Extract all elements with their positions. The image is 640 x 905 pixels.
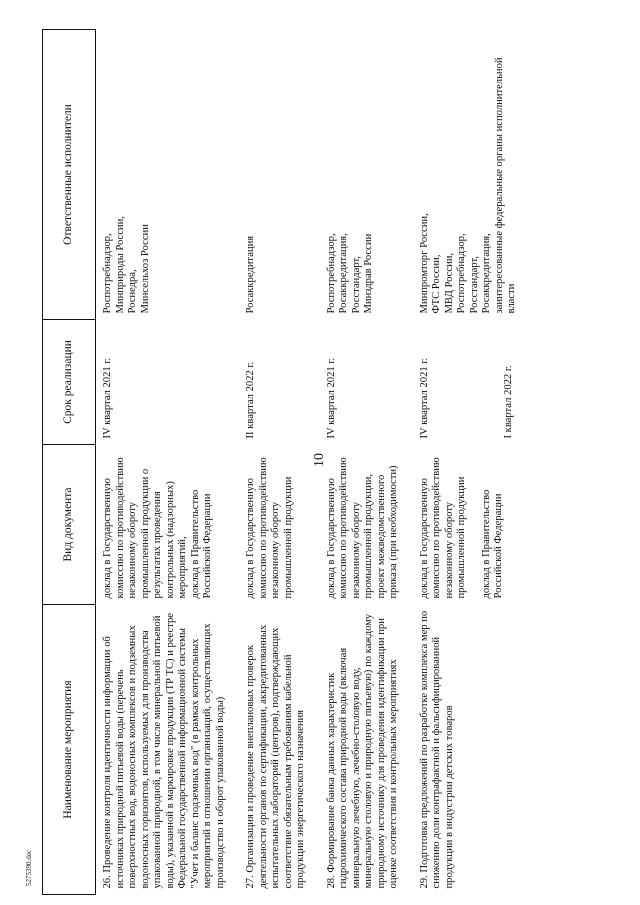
table-stage bbox=[42, 30, 607, 895]
row-deadline-2: I квартал 2022 г. bbox=[503, 365, 514, 439]
row-name: 26. Проведение контроля идентичности информации об источниках природной питьевой воды (перечень поверхностных вод, водоносных комплексов и подземных водоносных горизонтов, используемых для производства упакованной природной, в том числе минеральной питьевой воды), указанной в маркировке продукции (ТР ТС) и реестре Федеральной государственной информационной системы "Учет и баланс подземных вод" (в рамках контрольных мероприятий в отношении организаций, осуществляющих производство и оборот упакованной воды) bbox=[102, 613, 226, 889]
row-doc-type-1: доклад в Государственную комиссию по противодействию незаконному обороту промышленной продукции bbox=[418, 457, 467, 599]
row-doc-type: доклад в Государственную комиссию по противодействию незаконному обороту промышленной продукции о результатах проведения контрольных (надзорных) мероприятий, доклад в Правительство Российской Федерации bbox=[102, 457, 213, 599]
row-deadline bbox=[413, 320, 531, 445]
row-responsible: Роспотребнадзор, Росаккредитация, Росстандарт, Минздрав России bbox=[325, 233, 374, 314]
document-file-id: 5275390.doc bbox=[25, 849, 33, 886]
measures-table bbox=[42, 29, 531, 895]
table-header-row bbox=[43, 30, 96, 895]
row-deadline: II квартал 2022 г. bbox=[245, 361, 256, 439]
table-row bbox=[239, 30, 320, 895]
table-row bbox=[96, 30, 240, 895]
row-responsible: Росаккредитация bbox=[245, 235, 256, 314]
row-name: 29. Подготовка предложений по разработке комплекса мер по снижению доли контрафактной и фальсифицированной продукции в индустрии детских товаров bbox=[418, 610, 455, 889]
header-deadline: Срок реализации bbox=[43, 320, 96, 445]
row-doc-type: доклад в Государственную комиссию по противодействию незаконному обороту промышленной продукции bbox=[245, 457, 294, 599]
row-doc-type-2: доклад в Правительство Российской Федерации bbox=[480, 489, 504, 599]
header-responsible: Ответственные исполнители bbox=[43, 30, 96, 320]
rotated-table-wrapper bbox=[42, 30, 607, 895]
row-name: 28. Формирование банка данных характеристик гидрохимического состава природной воды (включая минеральную лечебную, лечебно-столовую воду, минеральную столовую и природную питьевую) по каждому природному источнику для проведения идентификации при оценке соответствия и контрольных мероприятиях bbox=[325, 613, 399, 889]
table-row bbox=[320, 30, 413, 895]
row-doc-type: доклад в Государственную комиссию по противодействию незаконному обороту промышленной продукции, проект межведомственного приказа (при необходимости) bbox=[325, 457, 399, 599]
row-responsible: Минпромторг России, ФТС России, МВД России, Роспотребнадзор, Росстандарт, Росаккредитация, заинтересованные федеральные органы исполнительной власти bbox=[418, 57, 517, 314]
row-deadline: IV квартал 2021 г. bbox=[325, 357, 337, 439]
row-deadline-1: IV квартал 2021 г. bbox=[418, 357, 430, 439]
row-deadline: IV квартал 2021 г. bbox=[102, 357, 113, 439]
table-row bbox=[413, 30, 531, 895]
row-doc-type bbox=[413, 445, 531, 605]
header-name: Наименование мероприятия bbox=[43, 605, 96, 895]
row-name: 27. Организация и проведение внеплановых проверок деятельности органов по сертификации, аккредитованных испытательных лабораторий (центров), подтверждающих соответствие обязательным требованиям кабельной продукции энергетического назначения bbox=[245, 624, 306, 889]
header-doc-type: Вид документа bbox=[43, 445, 96, 605]
row-responsible: Роспотребнадзор, Минприроды России, Роснедра, Минсельхоз России bbox=[102, 216, 151, 314]
page-number: 10 bbox=[312, 453, 327, 467]
